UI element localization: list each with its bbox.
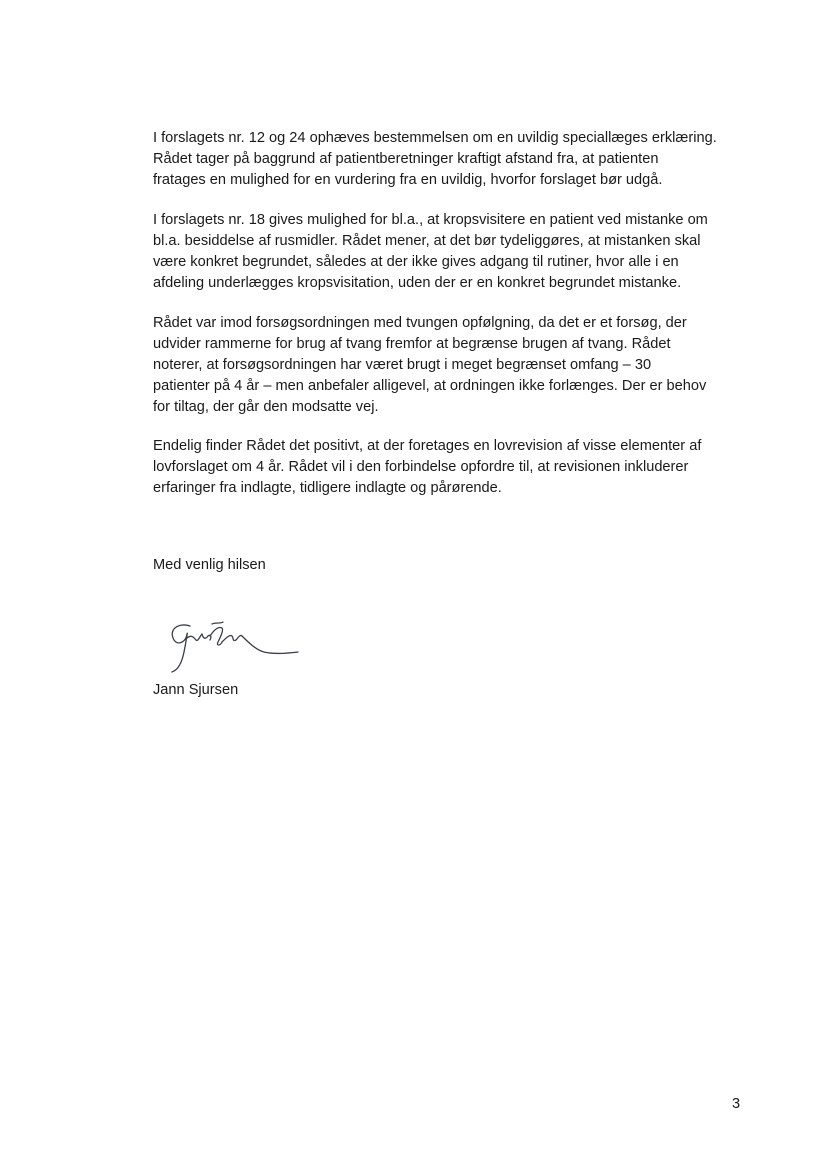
paragraph-line: afdeling underlægges kropsvisitation, uden der er en konkret begrundet mistanke. <box>153 275 682 291</box>
paragraph-line: Endelig finder Rådet det positivt, at der foretages en lovrevision af visse elementer af <box>153 438 702 454</box>
paragraph-line: patienter på 4 år – men anbefaler alligevel, at ordningen ikke forlænges. Der er behov <box>153 378 707 394</box>
paragraph-line: bl.a. besiddelse af rusmidler. Rådet mener, at det bør tydeliggøres, at mistanken skal <box>153 233 701 249</box>
paragraph-line: være konkret begrundet, således at der ikke gives adgang til rutiner, hvor alle i en <box>153 254 679 270</box>
paragraph-line: I forslagets nr. 12 og 24 ophæves bestemmelsen om en uvildig speciallæges erklæring. <box>153 130 717 146</box>
paragraph-line: udvider rammerne for brug af tvang fremfor at begrænse brugen af tvang. Rådet <box>153 336 671 352</box>
paragraph-specialist-declaration <box>153 128 753 191</box>
paragraph-line: Rådet var imod forsøgsordningen med tvungen opfølgning, da det er et forsøg, der <box>153 315 687 331</box>
paragraph-body-search <box>153 210 753 294</box>
paragraph-line: I forslagets nr. 18 gives mulighed for bl.a., at kropsvisitere en patient ved mistanke om <box>153 212 708 228</box>
paragraph-line: erfaringer fra indlagte, tidligere indlagte og pårørende. <box>153 480 502 496</box>
paragraph-trial-scheme <box>153 313 753 418</box>
page-number: 3 <box>732 1096 741 1112</box>
closing-greeting: Med venlig hilsen <box>153 557 266 573</box>
paragraph-line: noterer, at forsøgsordningen har været brugt i meget begrænset omfang – 30 <box>153 357 652 373</box>
handwritten-signature <box>160 612 310 676</box>
paragraph-line: lovforslaget om 4 år. Rådet vil i den forbindelse opfordre til, at revisionen inkluderer <box>153 459 689 475</box>
paragraph-line: fratages en mulighed for en vurdering fra en uvildig, hvorfor forslaget bør udgå. <box>153 172 663 188</box>
paragraph-line: for tiltag, der går den modsatte vej. <box>153 399 379 415</box>
paragraph-line: Rådet tager på baggrund af patientberetninger kraftigt afstand fra, at patienten <box>153 151 659 167</box>
signer-name: Jann Sjursen <box>153 682 239 698</box>
paragraph-law-revision <box>153 436 753 499</box>
